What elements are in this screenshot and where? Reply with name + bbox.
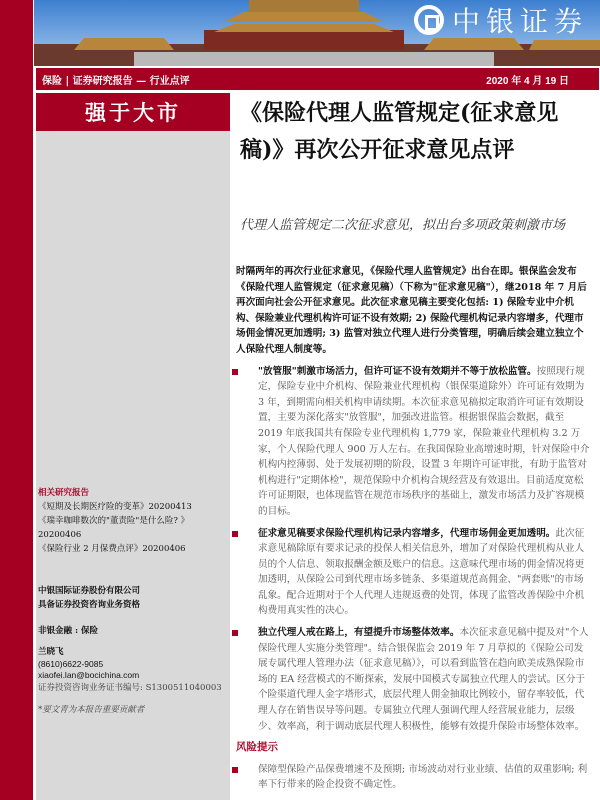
bullet-item: "放管服"刺激市场活力，但许可证不设有效期并不等于放松监管。按照现行规定，保险专业中介机构、保险兼业代理机构（银保渠道除外）许可证有效期为 3 年，到期需向相关机构申请续期。本次征求意见稿拟定取消许可证有效期设置，主要为深化落实"放管服"，加强改进监管。根据银保监会数据，截至 2019 年底我国共有保险专业代理机构 1,779 家，保险兼业代理机构 3.2 万家，个人保险代理人 900 万人左右。在我国保险业高增速时期，针对保险中介机构内控薄弱、处于发展初期的阶段，设置 3 年期许可证审批，有助于监管对机构进行"定期体检"，规范保险中介机构合规经营及有效退出。目前适度宽松许可证期限，也体现监管在规范市场秩序的基础上，激发市场活力及扩容规模的目标。 xyxy=(258,364,590,520)
analyst-cert: 证券投资咨询业务证书编号: S1300511040003 xyxy=(38,683,222,693)
related-reports xyxy=(38,486,218,556)
company-qualification: 具备证券投资咨询业务资格 xyxy=(38,600,141,610)
sector-label: 非银金融 : 保险 xyxy=(38,626,99,636)
rating-badge: 强于大市 xyxy=(36,93,230,131)
report-header-bar xyxy=(35,67,600,91)
report-date: 2020 年 4 月 19 日 xyxy=(486,75,569,87)
company-info xyxy=(38,584,140,638)
bullet-item: 征求意见稿要求保险代理机构记录内容增多，代理市场佣金更加透明。此次征求意见稿除原有要求记录的投保人相关信息外，增加了对保险代理机构从业人员的个人信息、领取报酬金额及账户的信息。这意味代理市场的佣金情况将更加透明，从保险公司到代理市场多链条、多渠道规范高佣金、"两套账"的市场乱象。配合近期对于个人代理人违规返费的处罚，体现了监管改善保险中介机构费用真实性的决心。 xyxy=(258,526,590,620)
related-item[interactable]: 《短期及长期医疗险的变革》20200413 xyxy=(38,502,192,512)
report-subtitle: 代理人监管规定二次征求意见，拟出台多项政策刺激市场 xyxy=(240,218,566,233)
company-logo: 中银证券 xyxy=(414,0,588,40)
risk-item: 保障型保险产品保费增速不及预期; 市场波动对行业业绩、估值的双重影响; 利率下行带来的险企投资不确定性。 xyxy=(258,762,590,793)
company-name: 中银国际证券股份有限公司 xyxy=(38,586,141,596)
related-item[interactable]: 《保险行业 2 月保费点评》20200406 xyxy=(38,544,186,554)
analyst-email[interactable]: xiaofei.lan@bocichina.com xyxy=(38,670,140,680)
analyst-phone: (8610)6622-9085 xyxy=(38,659,104,669)
bullet-square-icon xyxy=(232,767,238,773)
bullet-square-icon xyxy=(232,369,238,375)
analyst-info xyxy=(38,645,222,717)
risk-title: 风险提示 xyxy=(236,741,278,754)
related-title: 相关研究报告 xyxy=(38,488,90,498)
bullet-square-icon xyxy=(232,531,238,537)
report-title: 《保险代理人监管规定(征求意见稿)》再次公开征求意见点评 xyxy=(240,100,559,163)
boc-logo-icon xyxy=(414,5,444,35)
bullet-item: 独立代理人戒在路上，有望提升市场整体效率。本次征求意见稿中提及对"个人保险代理人实施分类管理"。结合银保监会 2019 年 7 月草拟的《保险公司发展专属代理人管理办法（征求意见稿）》，可以看到监管在趋向欧美成熟保险市场的 EA 经营模式的不断探索，发展中国模式专属独立代理人的尝试。区分于个险渠道代理人金字塔形式，底层代理人佣金抽取比例较小，留存率较低，代理人存在销售误导等问题。专属独立代理人强调代理人经营展业能力，层级少、效率高，利于调动底层代理人积极性，能够有效提升保险市场整体效率。 xyxy=(258,625,590,734)
analyst-name: 兰晓飞 xyxy=(38,647,64,657)
left-red-stripe xyxy=(0,0,33,800)
report-body xyxy=(236,264,590,799)
related-item[interactable]: 《瑞幸咖啡数次的"董责险"是什么险? 》20200406 xyxy=(38,516,190,540)
header-banner-image xyxy=(34,0,600,66)
report-category: 保险 | 证券研究报告 — 行业点评 xyxy=(42,75,190,87)
contributor-note: *要文青为本报告重要贡献者 xyxy=(38,705,145,715)
bullet-square-icon xyxy=(232,630,238,636)
lead-paragraph: 时隔两年的再次行业征求意见，《保险代理人监管规定》出台在即。银保监会发布《保险代理人监管规定（征求意见稿）（下称为"征求意见稿"），继2018 年 7 月后再次面向社会公开征求意见。此次征求意见稿主要变化包括: 1) 保险专业中介机构、保险兼业代理机构许可证不设有效期; 2) 保险代理机构记录内容增多，代理市场佣金情况更加透明; 3) 监管对独立代理人进行分类管理，明确后续会建立独立个人保险代理人制度等。 xyxy=(236,266,587,355)
